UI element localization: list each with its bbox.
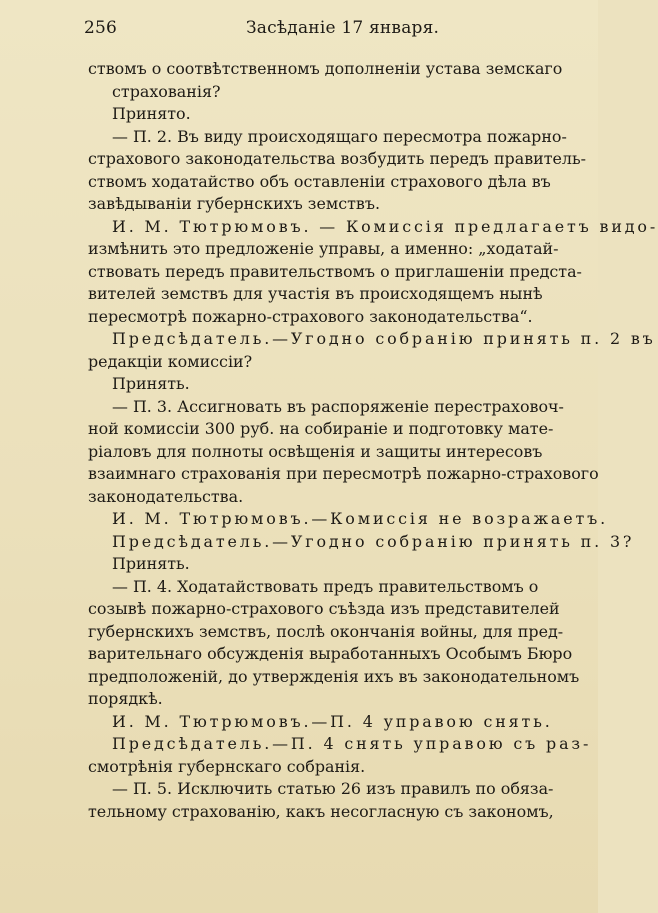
text-line: взаимнаго страхованія при пересмотрѣ пожарно-страхового: [88, 464, 599, 483]
text-line: Принять.: [112, 554, 190, 573]
page-number: 256: [84, 18, 118, 38]
text-line: ствомъ ходатайство объ оставленіи страхового дѣла въ: [88, 171, 551, 191]
text-line: ной комиссіи 300 руб. на собираніе и подготовку мате-: [88, 419, 554, 438]
text-line: губернскихъ земствъ, послѣ окончанія войны, для пред-: [88, 621, 564, 641]
page-header: [84, 18, 502, 44]
text-line: пересмотрѣ пожарно-страхового законодательства“.: [88, 306, 533, 326]
text-line: Принять.: [112, 374, 190, 393]
text-line: ріаловъ для полноты освѣщенія и защиты интересовъ: [88, 441, 543, 461]
text-line: измѣнить это предложеніе управы, а именно: „ходатай-: [88, 239, 559, 258]
text-line: — П. 5. Исключить статью 26 изъ правилъ по обяза-: [112, 779, 554, 798]
text-line: — П. 3. Ассигновать въ распоряженіе перестраховоч-: [112, 396, 564, 416]
text-line: созывѣ пожарно-страхового съѣзда изъ представителей: [88, 599, 560, 618]
text-line: ствомъ о соотвѣтственномъ дополненіи устава земскаго: [88, 59, 563, 78]
text-line: ствовать передъ правительствомъ о приглашеніи предста-: [88, 261, 582, 281]
text-line: — П. 4. Ходатайствовать предъ правительствомъ о: [112, 576, 539, 596]
text-line: порядкѣ.: [88, 689, 163, 708]
text-line: завѣдываніи губернскихъ земствъ.: [88, 194, 381, 213]
text-line: страхованія?: [112, 81, 221, 101]
running-title: Засѣданіе 17 января.: [246, 18, 440, 38]
text-line: — П. 2. Въ виду происходящаго пересмотра пожарно-: [112, 126, 567, 146]
body-text: [88, 58, 658, 823]
text-line: законодательства.: [88, 486, 244, 506]
text-line: вителей земствъ для участія въ происходящемъ нынѣ: [88, 284, 543, 303]
text-line: Предсѣдатель.—Угодно собранію принять п. 2 въ: [112, 329, 656, 348]
text-line: И. М. Тютрюмовъ. — Комиссія предлагаетъ видо-: [112, 216, 658, 236]
text-line: Предсѣдатель.—Угодно собранію принять п. 3?: [112, 531, 635, 551]
text-line: варительнаго обсужденія выработанныхъ Особымъ Бюро: [88, 644, 573, 663]
text-line: И. М. Тютрюмовъ.—Комиссія не возражаетъ.: [112, 509, 609, 528]
text-line: смотрѣнія губернскаго собранія.: [88, 756, 366, 776]
text-line: страхового законодательства возбудить передъ правитель-: [88, 149, 587, 168]
text-line: редакціи комиссіи?: [88, 351, 253, 371]
text-line: предположеній, до утвержденія ихъ въ законодательномъ: [88, 666, 580, 686]
text-line: Принято.: [112, 104, 191, 123]
text-line: Предсѣдатель.—П. 4 снять управою съ раз-: [112, 734, 592, 753]
text-line: И. М. Тютрюмовъ.—П. 4 управою снять.: [112, 711, 553, 731]
text-line: тельному страхованію, какъ несогласную съ закономъ,: [88, 801, 554, 821]
